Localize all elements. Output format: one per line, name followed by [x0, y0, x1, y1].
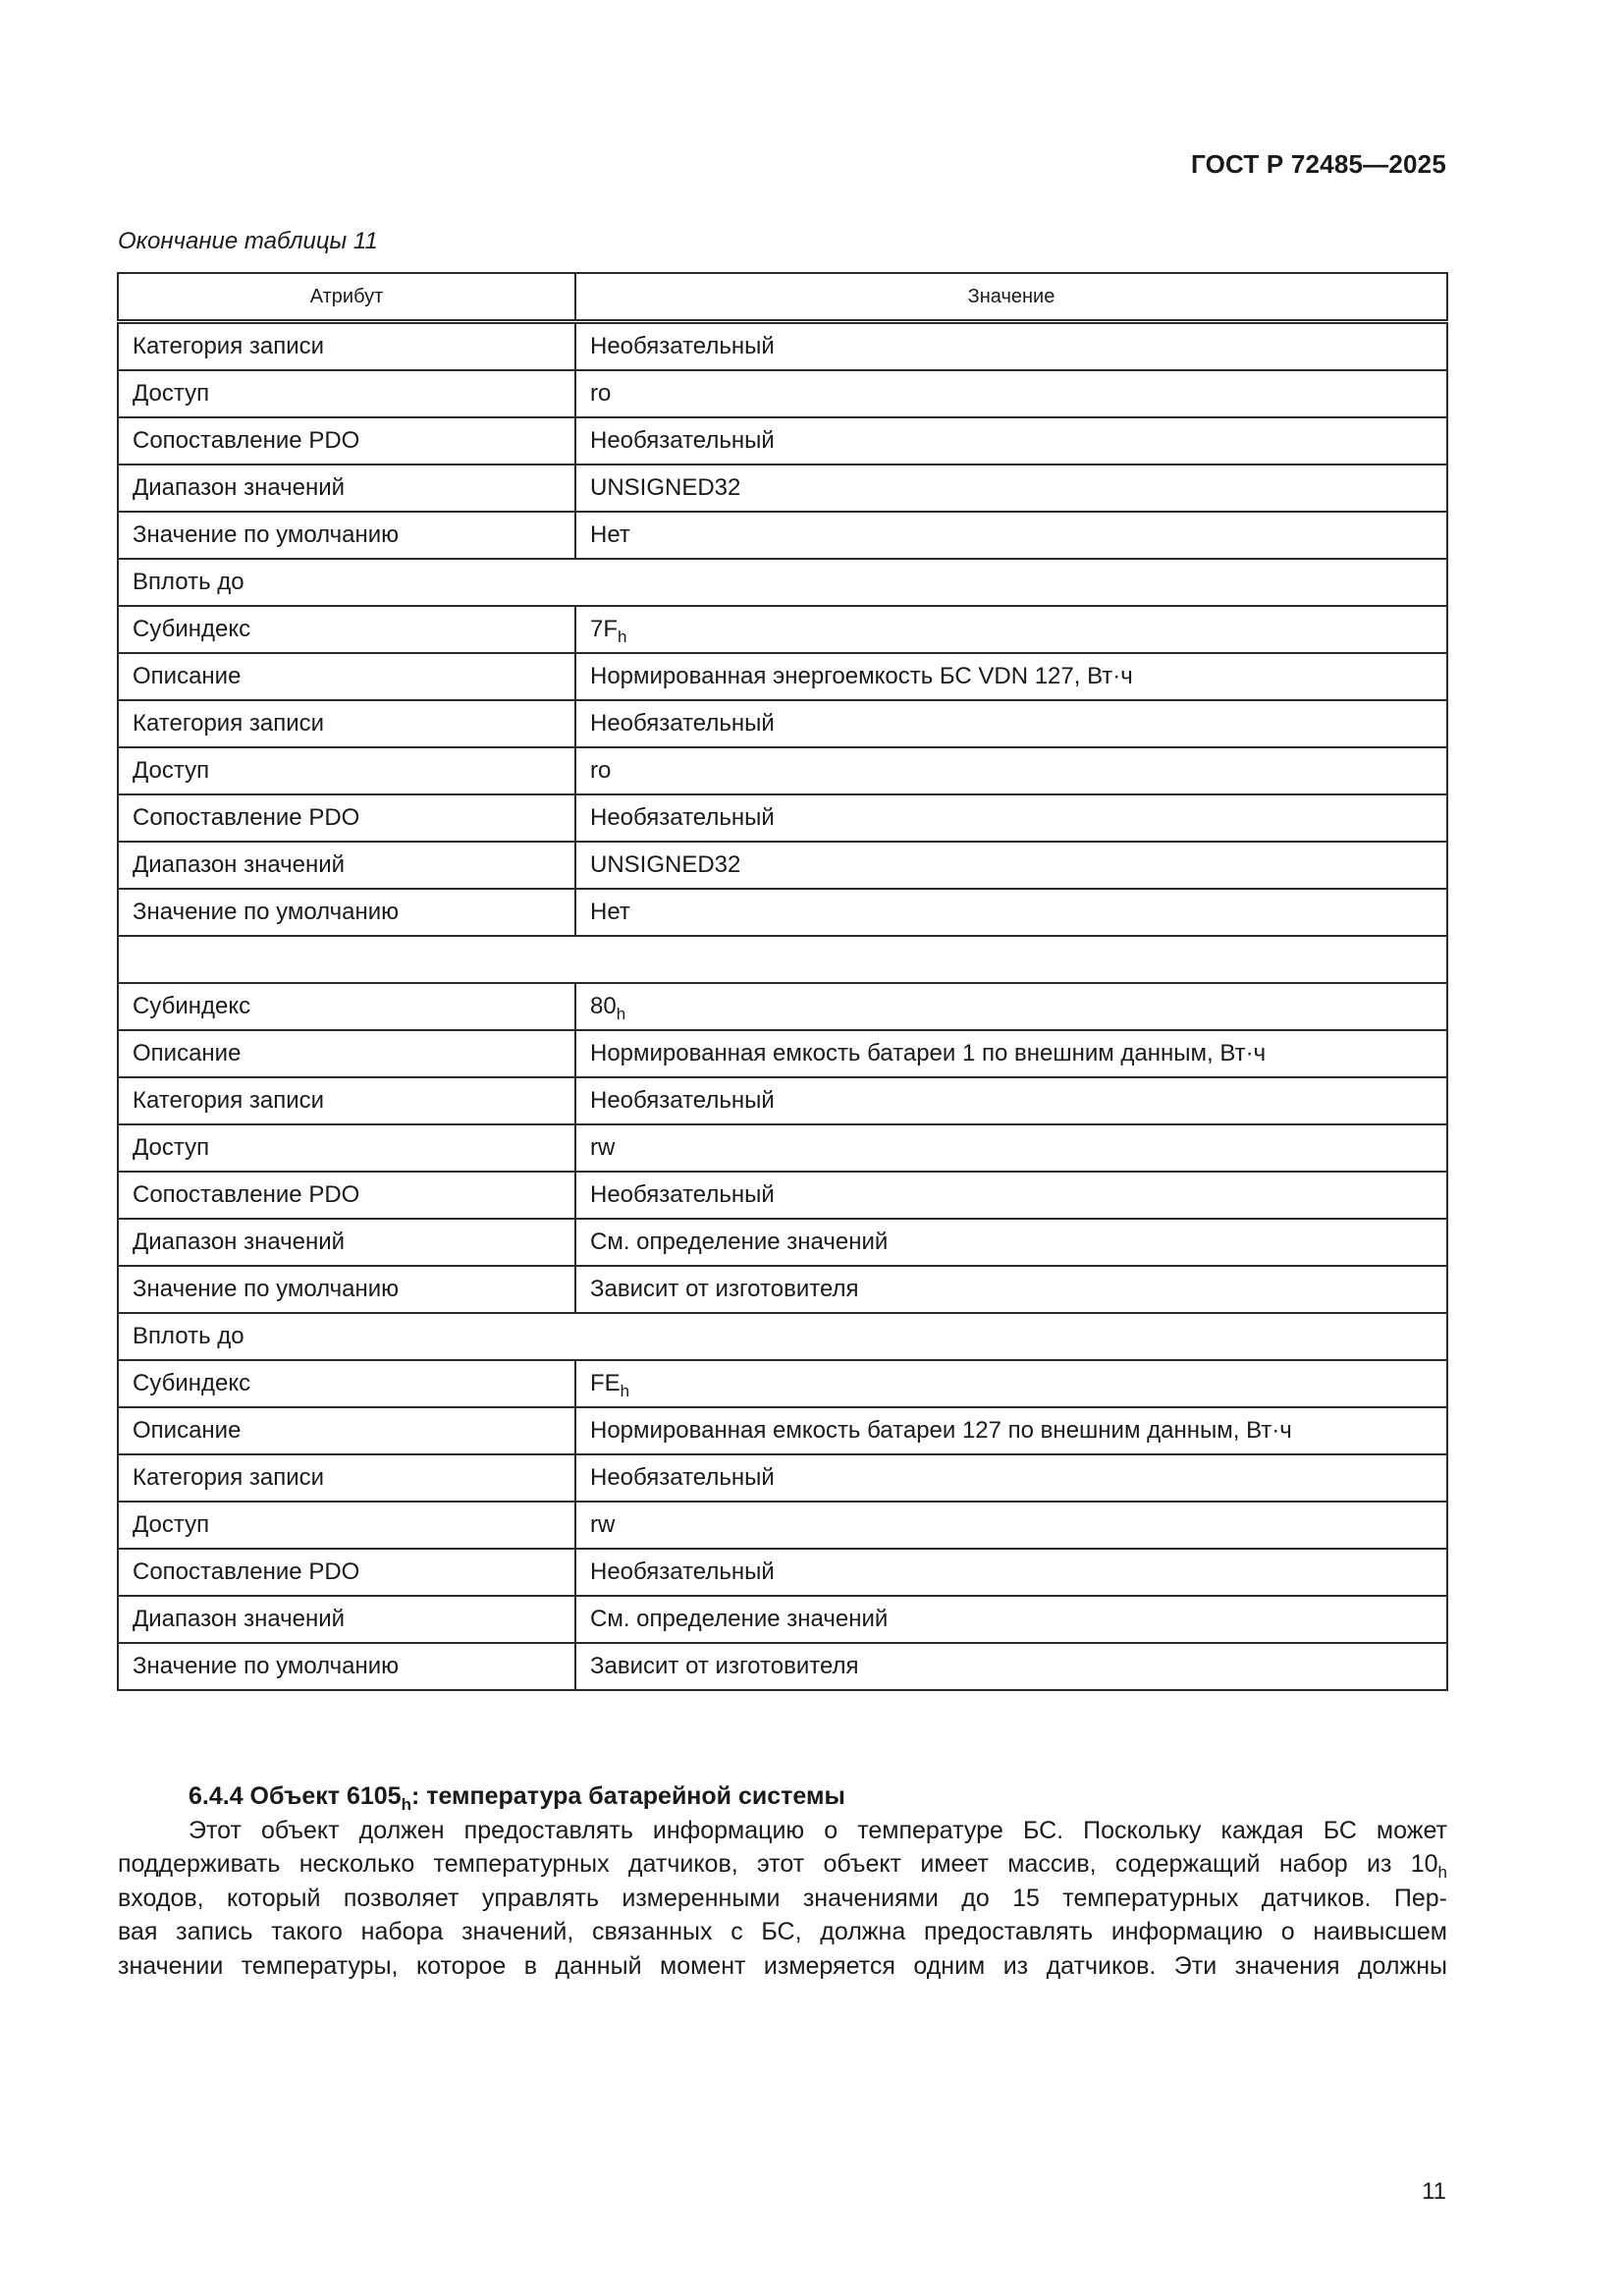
- table-cell-attribute: Доступ: [118, 1124, 575, 1172]
- table-row: [118, 417, 1447, 465]
- table-row: [118, 512, 1447, 559]
- table-cell-value: [575, 700, 1447, 747]
- table-cell-value: [575, 1172, 1447, 1219]
- table-cell-attribute: Доступ: [118, 1502, 575, 1549]
- paragraph-line: [118, 1882, 1447, 1916]
- table-caption: Окончание таблицы 11: [118, 228, 378, 254]
- table-cell-value-text: ro: [590, 757, 612, 784]
- table-cell-value-text: Необязательный: [590, 427, 775, 454]
- table-row: [118, 559, 1447, 606]
- table-cell-attribute: Диапазон значений: [118, 1219, 575, 1266]
- table-cell-value: [575, 1596, 1447, 1643]
- table-cell-span: [118, 936, 1447, 983]
- table-row: [118, 1313, 1447, 1360]
- table-row: [118, 1360, 1447, 1407]
- table-row: [118, 1502, 1447, 1549]
- table-cell-value-text: Необязательный: [590, 710, 775, 737]
- table-row: [118, 983, 1447, 1030]
- table-cell-attribute: Категория записи: [118, 1454, 575, 1502]
- table-cell-value-text: rw: [590, 1134, 616, 1161]
- table-cell-attribute: Доступ: [118, 747, 575, 794]
- table-cell-value: [575, 983, 1447, 1030]
- table-cell-value-text: Необязательный: [590, 1087, 775, 1114]
- table-cell-value: [575, 747, 1447, 794]
- paragraph-line-subscript: h: [1437, 1863, 1447, 1882]
- table-cell-attribute: Субиндекс: [118, 983, 575, 1030]
- table-cell-attribute: Значение по умолчанию: [118, 1266, 575, 1313]
- table-row: [118, 1030, 1447, 1077]
- table-cell-value: [575, 889, 1447, 936]
- table-row: [118, 1407, 1447, 1454]
- table-cell-value-text: UNSIGNED32: [590, 851, 741, 878]
- table-row: [118, 1454, 1447, 1502]
- table-cell-attribute: Диапазон значений: [118, 1596, 575, 1643]
- table-cell-value-text: Необязательный: [590, 1558, 775, 1585]
- table-cell-value: [575, 512, 1447, 559]
- table-cell-value-subscript: h: [618, 628, 627, 646]
- table-row: [118, 889, 1447, 936]
- table-cell-span: Вплоть до: [118, 1313, 1447, 1360]
- table-row: [118, 1172, 1447, 1219]
- table-cell-value-text: Зависит от изготовителя: [590, 1276, 859, 1302]
- table-cell-value: [575, 606, 1447, 653]
- table-cell-attribute: Сопоставление PDO: [118, 794, 575, 842]
- table-cell-value: [575, 1549, 1447, 1596]
- table-cell-value: [575, 842, 1447, 889]
- table-cell-value: [575, 370, 1447, 417]
- table-cell-attribute: Описание: [118, 1030, 575, 1077]
- column-header-value: Значение: [575, 273, 1447, 322]
- table-cell-value-text: FE: [590, 1370, 621, 1396]
- table-cell-value-text: Нормированная емкость батареи 127 по внешним данным, Вт·ч: [590, 1417, 1292, 1444]
- table-cell-attribute: Сопоставление PDO: [118, 417, 575, 465]
- table-cell-attribute: Диапазон значений: [118, 842, 575, 889]
- table-row: [118, 1549, 1447, 1596]
- table-row: [118, 700, 1447, 747]
- table-row: [118, 1219, 1447, 1266]
- table-body: [118, 322, 1447, 1691]
- section-heading: [118, 1779, 1447, 1814]
- table-cell-value-subscript: h: [620, 1382, 630, 1400]
- table-cell-value-text: Зависит от изготовителя: [590, 1653, 859, 1679]
- table-cell-value-text: См. определение значений: [590, 1229, 889, 1255]
- table-row: [118, 322, 1447, 371]
- section-heading-suffix: : температура батарейной системы: [410, 1782, 845, 1810]
- table-cell-attribute: Категория записи: [118, 322, 575, 371]
- table-cell-value-text: Нормированная энергоемкость БС VDN 127, Вт·ч: [590, 663, 1133, 689]
- table-cell-value-subscript: h: [616, 1005, 626, 1023]
- table-row: [118, 936, 1447, 983]
- table-cell-value: [575, 1219, 1447, 1266]
- table-cell-value: [575, 1077, 1447, 1124]
- table-cell-value-text: 80: [590, 993, 617, 1019]
- table-cell-attribute: Субиндекс: [118, 606, 575, 653]
- table-cell-value: [575, 1502, 1447, 1549]
- table-header-row: [118, 273, 1447, 322]
- table-row: [118, 1124, 1447, 1172]
- table-cell-value-text: См. определение значений: [590, 1606, 889, 1632]
- table-cell-value-text: Необязательный: [590, 1181, 775, 1208]
- paragraph-line: [118, 1915, 1447, 1949]
- attribute-table: [117, 272, 1448, 1691]
- table-cell-attribute: Значение по умолчанию: [118, 889, 575, 936]
- paragraph-line: [118, 1814, 1447, 1848]
- table-cell-value: [575, 653, 1447, 700]
- table-cell-value-text: Необязательный: [590, 333, 775, 359]
- table-cell-attribute: Сопоставление PDO: [118, 1549, 575, 1596]
- paragraph-line: [118, 1847, 1447, 1882]
- table-cell-value-text: Нормированная емкость батареи 1 по внешним данным, Вт·ч: [590, 1040, 1267, 1066]
- table-cell-value: [575, 417, 1447, 465]
- table-row: [118, 1643, 1447, 1690]
- paragraph-line-text: значении температуры, которое в данный момент измеряется одним из датчиков. Эти значения должны: [118, 1951, 1447, 1980]
- table-cell-value: [575, 794, 1447, 842]
- table-cell-value: [575, 322, 1447, 371]
- table-row: [118, 465, 1447, 512]
- column-header-attribute: Атрибут: [118, 273, 575, 322]
- table-cell-value-text: rw: [590, 1511, 616, 1538]
- table-cell-attribute: Описание: [118, 1407, 575, 1454]
- table-cell-value-text: Нет: [590, 899, 630, 925]
- table-cell-attribute: Доступ: [118, 370, 575, 417]
- table-row: [118, 653, 1447, 700]
- table-cell-attribute: Категория записи: [118, 1077, 575, 1124]
- table-cell-value-text: 7F: [590, 616, 619, 642]
- page-header: ГОСТ Р 72485—2025: [1191, 149, 1446, 179]
- table-cell-value: [575, 1454, 1447, 1502]
- paragraph-line: [118, 1949, 1447, 1984]
- table-row: [118, 1596, 1447, 1643]
- table-cell-value-text: ro: [590, 380, 612, 407]
- page-number: 11: [1422, 2178, 1446, 2205]
- section-paragraph: [118, 1814, 1447, 1984]
- table-cell-value: [575, 1407, 1447, 1454]
- table-cell-value: [575, 1643, 1447, 1690]
- table-cell-value: [575, 1360, 1447, 1407]
- table-cell-value-text: UNSIGNED32: [590, 474, 741, 501]
- section-6-4-4: [118, 1779, 1447, 1983]
- table-cell-value: [575, 465, 1447, 512]
- table-row: [118, 1266, 1447, 1313]
- table-row: [118, 747, 1447, 794]
- table-cell-attribute: Сопоставление PDO: [118, 1172, 575, 1219]
- table-cell-attribute: Диапазон значений: [118, 465, 575, 512]
- table-cell-value-text: Нет: [590, 521, 630, 548]
- table-row: [118, 606, 1447, 653]
- paragraph-line-text: вая запись такого набора значений, связанных с БС, должна предоставлять информацию о наивысшем: [118, 1918, 1447, 1945]
- paragraph-line-text: входов, который позволяет управлять измеренными значениями до 15 температурных датчиков. Пер-: [118, 1884, 1447, 1912]
- section-heading-prefix: 6.4.4 Объект 6105: [189, 1782, 402, 1810]
- section-heading-subscript: h: [401, 1795, 411, 1814]
- table-cell-value-text: Необязательный: [590, 804, 775, 831]
- paragraph-line-text: Этот объект должен предоставлять информацию о температуре БС. Поскольку каждая БС может: [189, 1816, 1447, 1844]
- table-cell-value: [575, 1030, 1447, 1077]
- table-row: [118, 370, 1447, 417]
- table-row: [118, 794, 1447, 842]
- table-cell-span: Вплоть до: [118, 559, 1447, 606]
- table-row: [118, 1077, 1447, 1124]
- table-cell-value: [575, 1124, 1447, 1172]
- table-cell-value: [575, 1266, 1447, 1313]
- table-row: [118, 842, 1447, 889]
- table-cell-value-text: Необязательный: [590, 1464, 775, 1491]
- table-cell-attribute: Субиндекс: [118, 1360, 575, 1407]
- table-cell-attribute: Категория записи: [118, 700, 575, 747]
- table-cell-attribute: Значение по умолчанию: [118, 512, 575, 559]
- table-cell-attribute: Описание: [118, 653, 575, 700]
- paragraph-line-text: поддерживать несколько температурных датчиков, этот объект имеет массив, содержащий набор из 10: [118, 1850, 1438, 1878]
- table-cell-attribute: Значение по умолчанию: [118, 1643, 575, 1690]
